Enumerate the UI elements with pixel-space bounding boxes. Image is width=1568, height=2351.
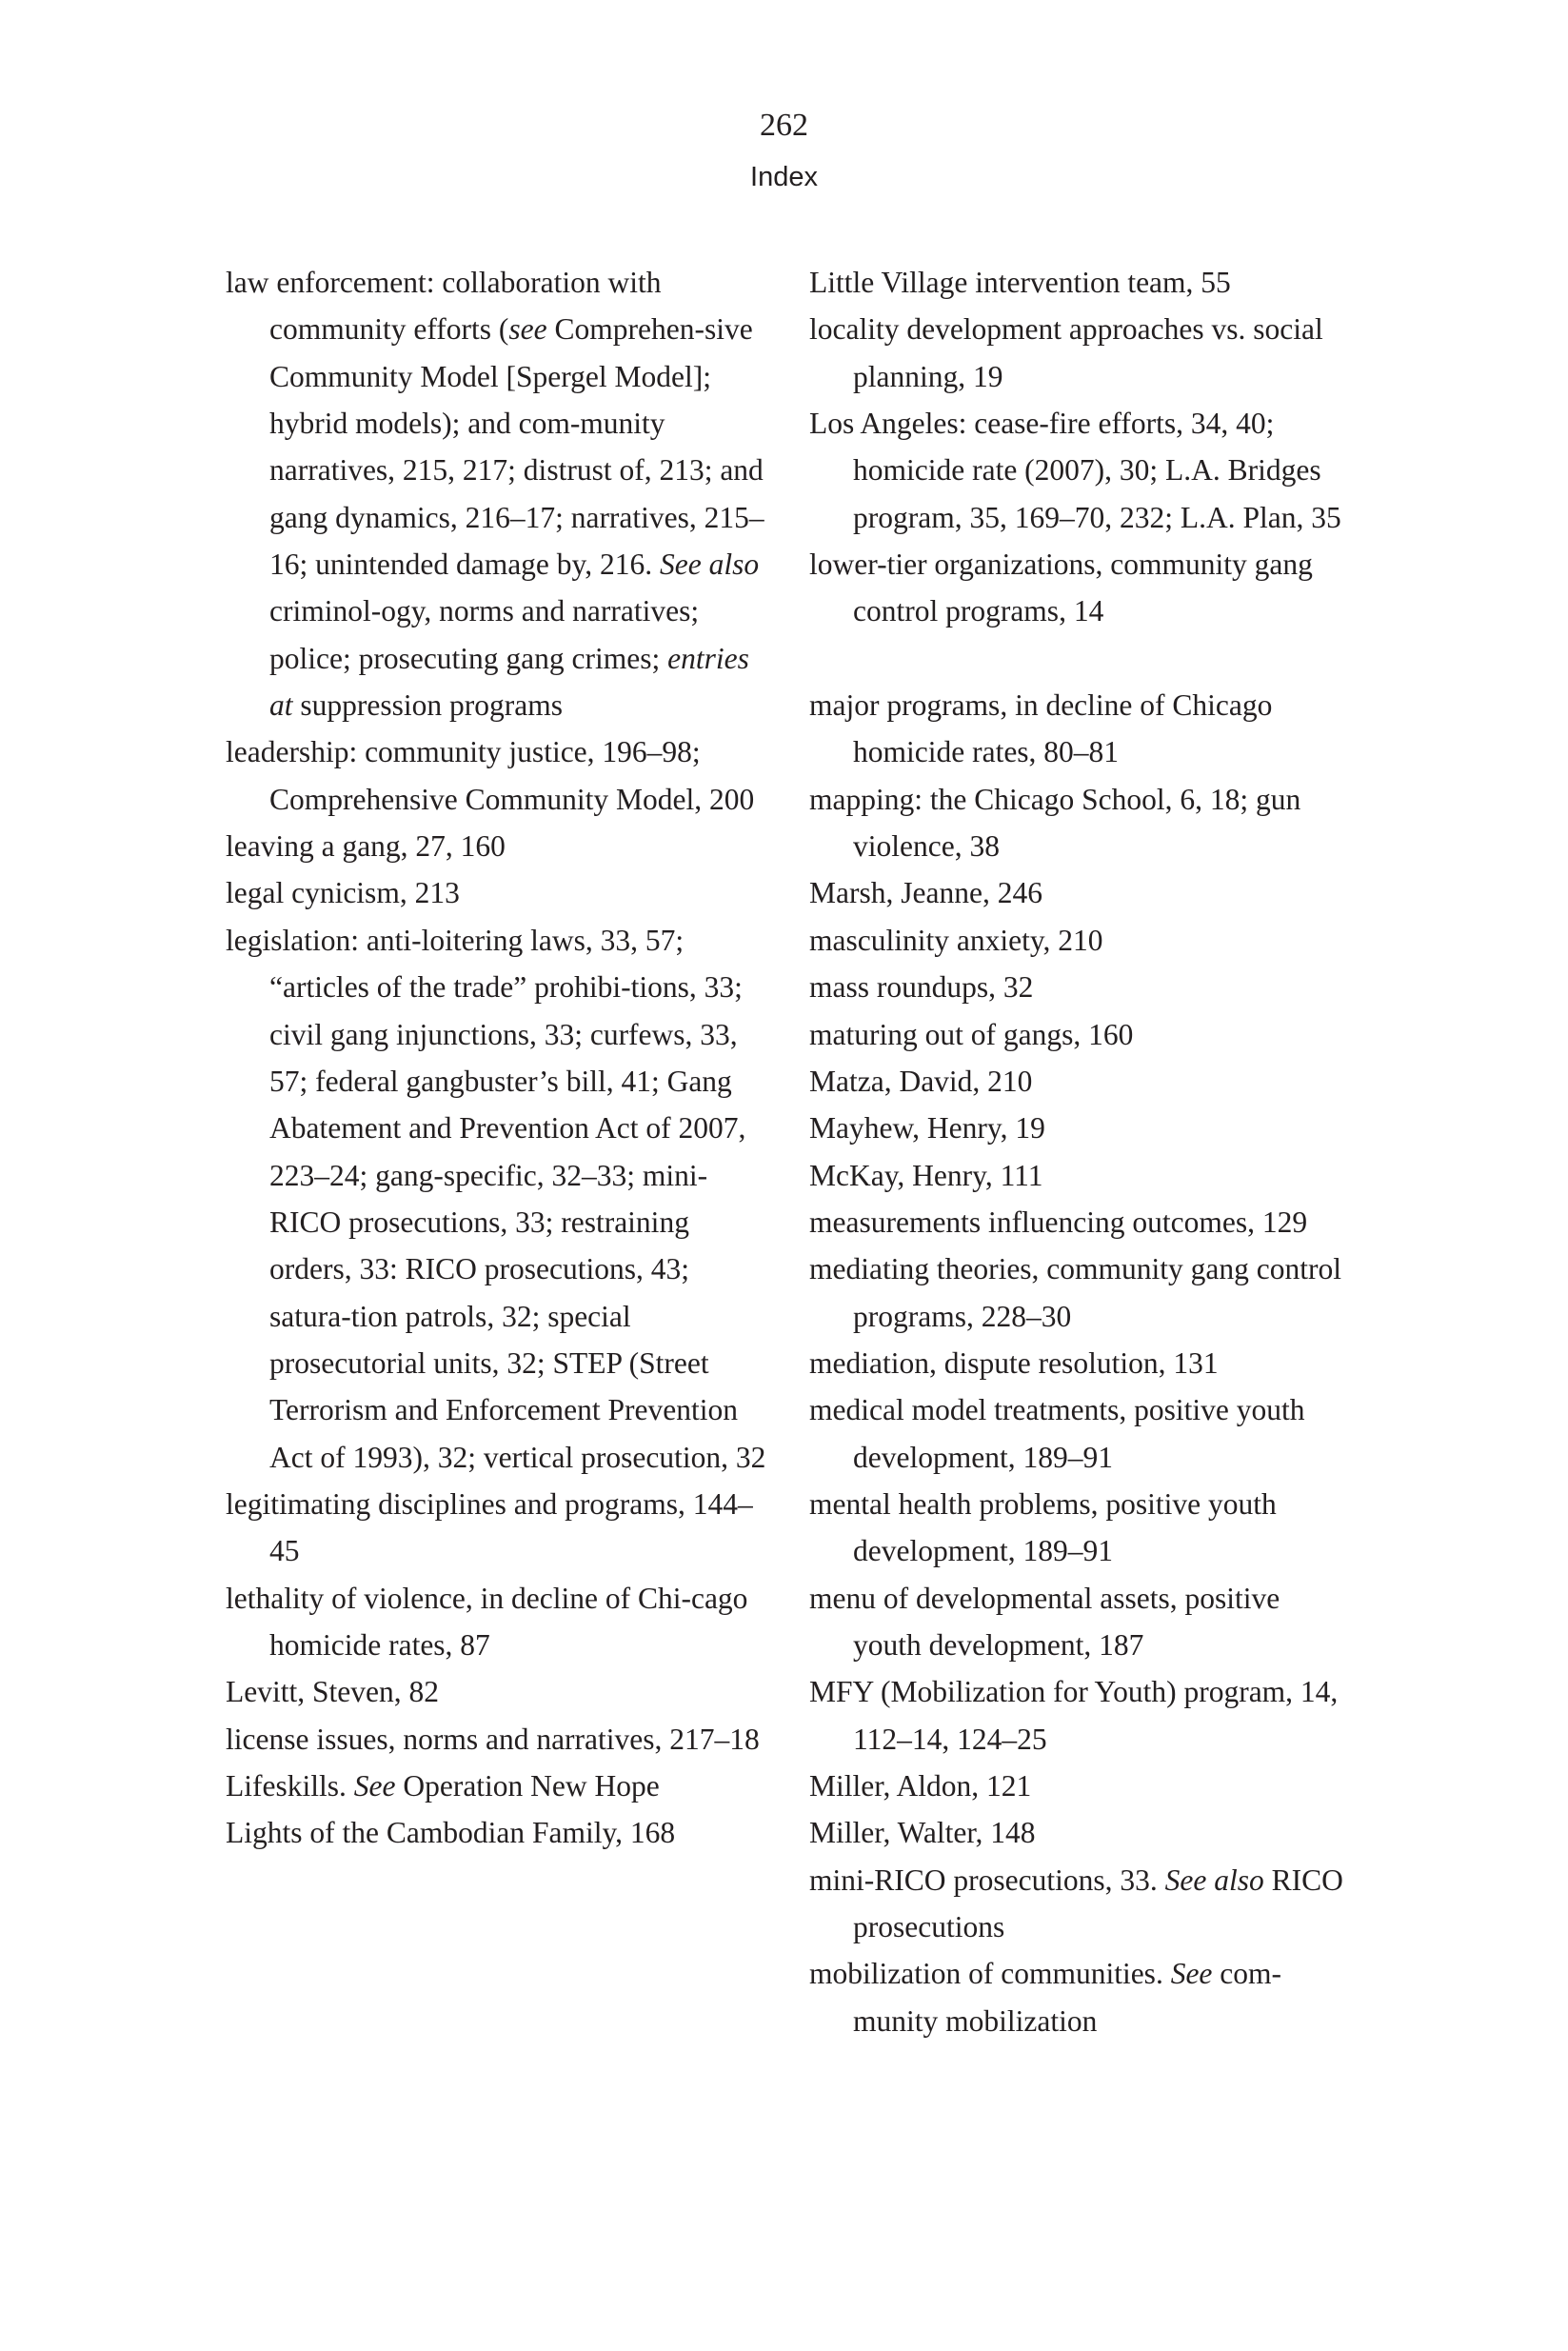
index-entry-miller-walter: Miller, Walter, 148 [809,1816,1036,1850]
letter-group-divider [809,635,1352,682]
index-entry-lights: Lights of the Cambodian Family, 168 [226,1816,676,1850]
index-entry-legal-cynicism: legal cynicism, 213 [226,876,460,910]
index-entry-lethality: lethality of violence, in decline of Chi-cago homicide rates, 87 [226,1581,748,1662]
index-entry-mental-health: mental health problems, positive youth development, 189–91 [809,1486,1277,1568]
index-entry-masculinity: masculinity anxiety, 210 [809,923,1103,957]
entry-text: RICO prosecutions [853,1863,1343,1944]
index-entry-mckay: McKay, Henry, 111 [809,1158,1043,1192]
index-entry-lower-tier: lower-tier organizations, community gang control programs, 14 [809,548,1313,628]
cross-reference-label: entries at [269,641,749,723]
index-entry-miller-aldon: Miller, Aldon, 121 [809,1769,1032,1803]
cross-reference-label: See [353,1769,396,1803]
index-entry-mayhew: Mayhew, Henry, 19 [809,1111,1045,1146]
index-entry-little-village: Little Village intervention team, 55 [809,266,1231,299]
index-entry-marsh: Marsh, Jeanne, 246 [809,876,1042,910]
index-entry-levitt: Levitt, Steven, 82 [226,1675,439,1709]
index-entry-legitimating: legitimating disciplines and programs, 144–45 [226,1486,753,1568]
entry-text: suppression programs [292,688,563,723]
index-entry-leadership: leadership: community justice, 196–98; Comprehensive Community Model, 200 [226,735,755,816]
cross-reference-label: see [508,312,547,347]
index-entry-menu: menu of developmental assets, positive youth development, 187 [809,1581,1280,1662]
page-number: 262 [760,108,808,143]
entry-text: criminol-ogy, norms and narratives; police; prosecuting gang crimes; [269,594,700,675]
cross-reference-label: See [1170,1957,1213,1991]
cross-reference-label: See also [1164,1863,1264,1897]
index-entry-mapping: mapping: the Chicago School, 6, 18; gun violence, 38 [809,782,1301,864]
entry-text: law enforcement: collaboration with community efforts ( [226,266,662,347]
index-column-right [809,259,1352,2044]
index-entry-mini-rico [809,1857,1352,1951]
index-entry-maturing: maturing out of gangs, 160 [809,1017,1134,1051]
index-entry-mfy: MFY (Mobilization for Youth) program, 14, 112–14, 124–25 [809,1675,1339,1756]
index-entry-measurements: measurements influencing outcomes, 129 [809,1205,1308,1239]
index-entry-major-programs: major programs, in decline of Chicago homicide rates, 80–81 [809,688,1273,769]
index-entry-law-enforcement [226,259,778,728]
index-entry-mobilization [809,1950,1352,2044]
index-entry-mass-roundups: mass roundups, 32 [809,970,1034,1005]
entry-text: com-munity mobilization [853,1957,1282,2038]
entry-text: mini-RICO prosecutions, 33. [809,1863,1165,1897]
index-entry-los-angeles: Los Angeles: cease-fire efforts, 34, 40; homicide rate (2007), 30; L.A. Bridges program, 35, 169–70, 232; L.A. Plan, 35 [809,407,1341,534]
index-entry-leaving-a-gang: leaving a gang, 27, 160 [226,829,506,864]
index-entry-mediating: mediating theories, community gang control programs, 228–30 [809,1252,1342,1333]
index-entry-matza: Matza, David, 210 [809,1064,1033,1098]
index-entry-medical: medical model treatments, positive youth development, 189–91 [809,1393,1305,1474]
entry-text: Operation New Hope [395,1769,660,1803]
entry-text: Lifeskills. [226,1769,354,1803]
index-column-left [226,259,778,1857]
entry-text: Comprehen-sive Community Model [Spergel Model]; hybrid models); and com-munity narratives, 215, 217; distrust of, 213; and gang dynamics, 216–17; narratives, 215–16; unintended damage by, 216. [269,312,764,582]
entry-text: mobilization of communities. [809,1957,1171,1991]
running-head: Index [750,162,818,192]
index-entry-lifeskills [226,1763,778,1809]
index-entry-mediation: mediation, dispute resolution, 131 [809,1345,1219,1380]
index-entry-locality: locality development approaches vs. social planning, 19 [809,312,1323,393]
index-entry-license-issues: license issues, norms and narratives, 217–18 [226,1722,760,1756]
index-entry-legislation: legislation: anti-loitering laws, 33, 57; “articles of the trade” prohibi-tions, 33; civil gang injunctions, 33; curfews, 33, 57; federal gangbuster’s bill, 41; Gang Abatement and Prevention Act of 2007, 223–24; gang-specific, 32–33; mini-RICO prosecutions, 33; restraining orders, 33: RICO prosecutions, 43; satura-tion patrols, 32; special prosecutorial units, 32; STEP (Street Terrorism and Enforcement Prevention Act of 1993), 32; vertical prosecution, 32 [226,923,766,1474]
cross-reference-label: See also [660,548,760,582]
